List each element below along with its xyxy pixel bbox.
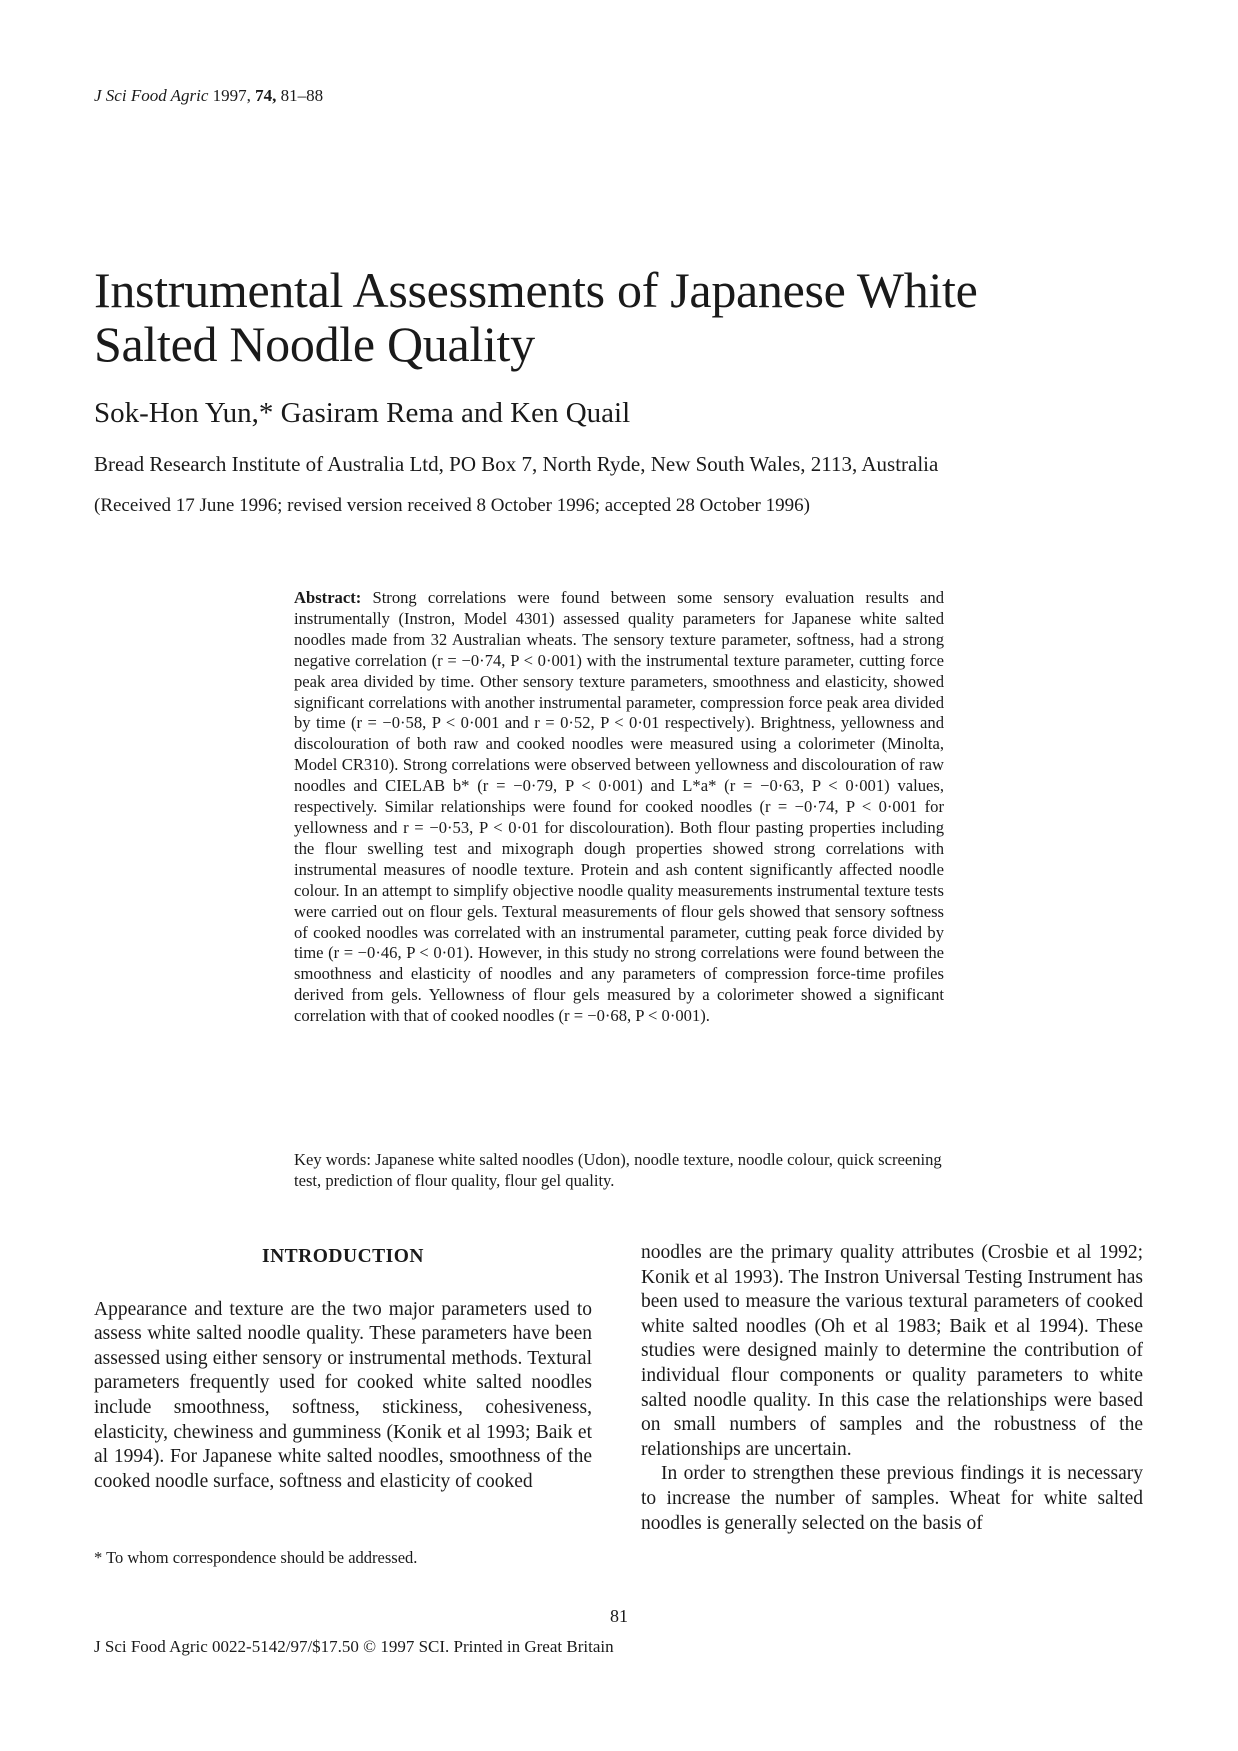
column-right <box>641 1241 1143 1536</box>
column-left <box>94 1245 592 1494</box>
abstract-label: Abstract: <box>294 588 362 607</box>
keywords: Key words: Japanese white salted noodles (Udon), noodle texture, noodle colour, quick screening test, prediction of flour quality, flour gel quality. <box>294 1150 942 1190</box>
intro-paragraph-1: Appearance and texture are the two major parameters used to assess white salted noodle quality. These parameters have been assessed using either sensory or instrumental methods. Textural parameters frequently used for cooked white salted noodles include smoothness, softness, stickiness, cohesiveness, elasticity, chewiness and gumminess (Konik et al 1993; Baik et al 1994). For Japanese white salted noodles, smoothness of the cooked noodle surface, softness and elasticity of cooked <box>94 1298 592 1492</box>
footnote: * To whom correspondence should be addressed. <box>94 1548 418 1567</box>
abstract <box>294 588 944 1027</box>
intro-paragraph-2: noodles are the primary quality attributes (Crosbie et al 1992; Konik et al 1993). The Instron Universal Testing Instrument has been used to measure the various textural parameters of cooked white salted noodles (Oh et al 1983; Baik et al 1994). These studies were designed mainly to determine the contribution of individual flour components or quality parameters to white salted noodle quality. In this case the relationships were based on small numbers of samples and the robustness of the relationships are uncertain. <box>641 1242 1143 1460</box>
title-line-2: Salted Noodle Quality <box>94 316 535 372</box>
abstract-text: Strong correlations were found between some sensory evaluation results and instrumentally (Instron, Model 4301) assessed quality parameters for Japanese white salted noodles made from 32 Australian wheats. The sensory texture parameter, softness, had a strong negative correlation (r = −0·74, P < 0·001) with the instrumental texture parameter, cutting force peak area divided by time. Other sensory texture parameters, smoothness and elasticity, showed significant correlations with another instrumental parameter, compression force peak area divided by time (r = −0·58, P < 0·001 and r = 0·52, P < 0·01 respectively). Brightness, yellowness and discolouration of both raw and cooked noodles were measured using a colorimeter (Minolta, Model CR310). Strong correlations were observed between yellowness and discolouration of raw noodles and CIELAB b* (r = −0·79, P < 0·001) and L*a* (r = −0·63, P < 0·001) values, respectively. Similar relationships were found for cooked noodles (r = −0·74, P < 0·001 for yellowness and r = −0·53, P < 0·01 for discolouration). Both flour pasting properties including the flour swelling test and mixograph dough properties showed strong correlations with instrumental measures of noodle texture. Protein and ash content significantly affected noodle colour. In an attempt to simplify objective noodle quality measurements instrumental texture tests were carried out on flour gels. Textural measurements of flour gels showed that sensory softness of cooked noodles was correlated with an instrumental parameter, cutting peak force divided by time (r = −0·46, P < 0·01). However, in this study no strong correlations were found between the smoothness and elasticity of noodles and any parameters of compression force-time profiles derived from gels. Yellowness of flour gels measured by a colorimeter showed a significant correlation with that of cooked noodles (r = −0·68, P < 0·001). <box>294 588 944 1026</box>
article-title <box>94 263 1154 371</box>
running-header <box>94 86 323 106</box>
page-footer: J Sci Food Agric 0022-5142/97/$17.50 © 1997 SCI. Printed in Great Britain <box>94 1637 614 1656</box>
journal-pages: 81–88 <box>280 86 324 105</box>
authors: Sok-Hon Yun,* Gasiram Rema and Ken Quail <box>94 397 631 429</box>
journal-volume: 74, <box>255 86 277 105</box>
affiliation: Bread Research Institute of Australia Ltd, PO Box 7, North Ryde, New South Wales, 2113, Australia <box>94 452 939 476</box>
title-line-1: Instrumental Assessments of Japanese White <box>94 262 978 318</box>
received-dates: (Received 17 June 1996; revised version received 8 October 1996; accepted 28 October 1996) <box>94 495 810 516</box>
section-heading-introduction: INTRODUCTION <box>261 1246 425 1267</box>
intro-paragraph-3: In order to strengthen these previous findings it is necessary to increase the number of samples. Wheat for white salted noodles is generally selected on the basis of <box>641 1463 1143 1534</box>
journal-year: 1997, <box>212 86 251 105</box>
page-number: 81 <box>610 1606 628 1626</box>
journal-name: J Sci Food Agric <box>94 86 209 105</box>
